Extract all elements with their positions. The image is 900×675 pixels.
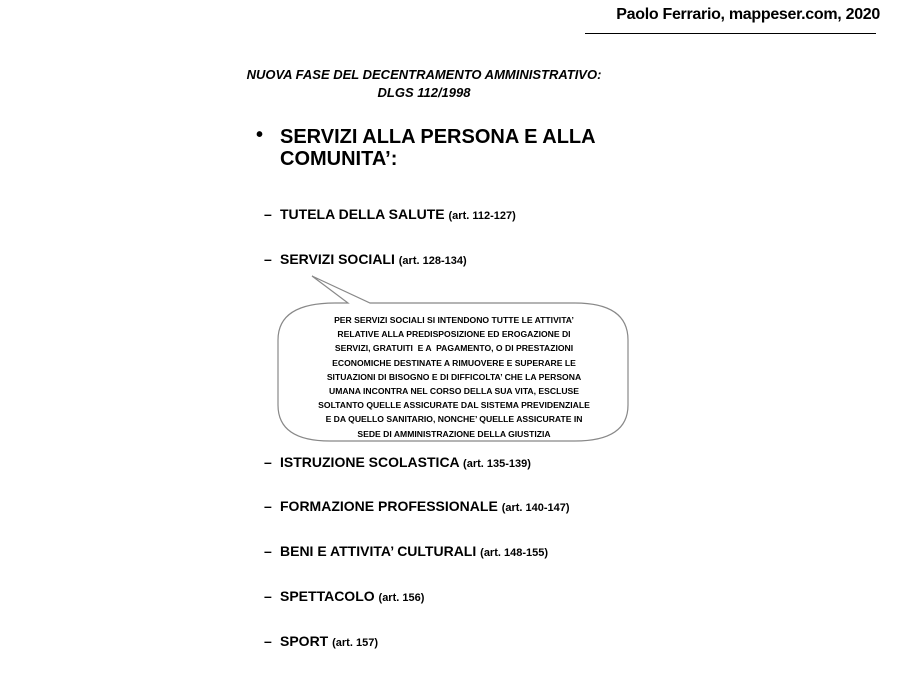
callout-line: SERVIZI, GRATUITI E A PAGAMENTO, O DI PRESTAZIONI (334, 343, 574, 354)
item-articles: (art. 148-155) (480, 547, 549, 559)
dash-icon: – (264, 498, 272, 514)
callout-line: E DA QUELLO SANITARIO, NONCHE’ QUELLE ASSICURATE IN (325, 414, 583, 425)
heading-line-2: COMUNITA’: (280, 148, 398, 170)
item-articles: (art. 135-139) (463, 458, 531, 470)
callout-line: PER SERVIZI SOCIALI SI INTENDONO TUTTE LE ATTIVITA’ (334, 315, 574, 325)
dash-icon: – (264, 588, 272, 604)
item-articles: (art. 128-134) (398, 255, 467, 267)
item-label: SPETTACOLO (280, 588, 375, 604)
author-credit: Paolo Ferrario, mappeser.com, 2020 (616, 6, 880, 23)
item-articles: (art. 112-127) (448, 210, 516, 222)
callout-line: RELATIVE ALLA PREDISPOSIZIONE ED EROGAZIONE DI (337, 329, 571, 340)
item-articles: (art. 157) (332, 637, 378, 649)
dash-icon: – (264, 633, 272, 649)
item-label: BENI E ATTIVITA’ CULTURALI (280, 543, 477, 559)
item-label: SPORT (280, 633, 329, 649)
bullet-icon: • (256, 124, 264, 146)
subtitle-line-1: NUOVA FASE DEL DECENTRAMENTO AMMINISTRATIVO: (246, 67, 602, 82)
callout-line: SITUAZIONI DI BISOGNO E DI DIFFICOLTA’ CHE LA PERSONA (326, 371, 582, 382)
subtitle-line-2: DLGS 112/1998 (377, 85, 471, 100)
callout-line: SOLTANTO QUELLE ASSICURATE DAL SISTEMA PREVIDENZIALE (318, 400, 590, 411)
callout-line: SEDE DI AMMINISTRAZIONE DELLA GIUSTIZIA (357, 428, 551, 439)
item-articles: (art. 156) (378, 592, 425, 604)
dash-icon: – (264, 251, 272, 267)
item-articles: (art. 140-147) (501, 502, 570, 514)
dash-icon: – (264, 543, 272, 559)
dash-icon: – (264, 454, 272, 470)
callout-line: ECONOMICHE DESTINATE A RIMUOVERE E SUPERARE LE (332, 357, 576, 368)
callout-line: UMANA INCONTRA NEL CORSO DELLA SUA VITA, ESCLUSE (328, 386, 580, 397)
heading-line-1: SERVIZI ALLA PERSONA E ALLA (280, 126, 596, 148)
callout-text (282, 313, 626, 441)
item-label: SERVIZI SOCIALI (280, 251, 395, 267)
item-label: ISTRUZIONE SCOLASTICA (280, 454, 460, 470)
item-label: TUTELA DELLA SALUTE (280, 206, 445, 222)
dash-icon: – (264, 206, 272, 222)
item-label: FORMAZIONE PROFESSIONALE (280, 498, 498, 514)
